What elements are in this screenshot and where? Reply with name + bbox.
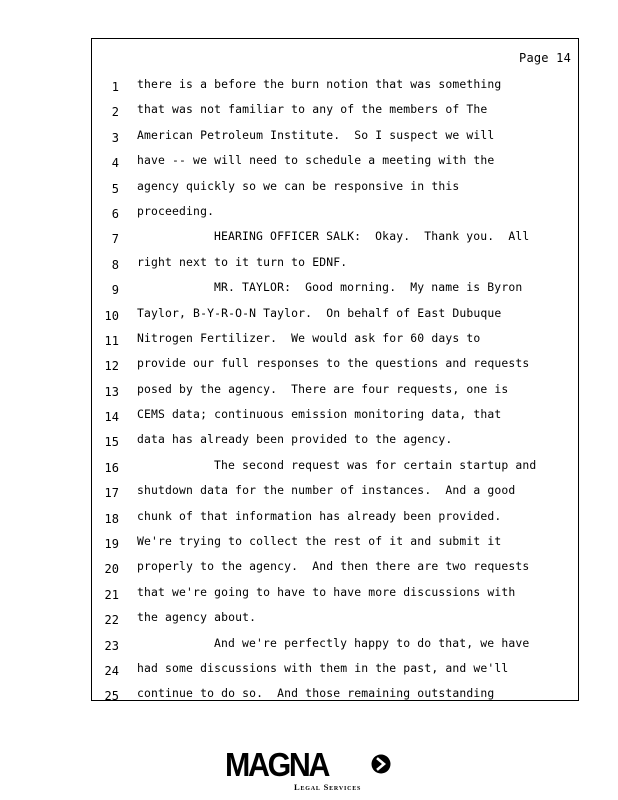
magna-logo: [225, 747, 395, 793]
line-text: chunk of that information has already been provided.: [137, 508, 502, 523]
line-number: 1: [111, 80, 119, 94]
line-text: We're trying to collect the rest of it and submit it: [137, 534, 502, 549]
line-number: 17: [104, 486, 119, 501]
line-text: there is a before the burn notion that was something: [137, 77, 502, 91]
line-number: 24: [104, 663, 119, 678]
line-number: 4: [111, 156, 119, 171]
line-number: 3: [111, 130, 119, 145]
line-text: that was not familiar to any of the members of The: [137, 102, 488, 117]
line-number: 5: [111, 181, 119, 196]
line-text: had some discussions with them in the past, and we'll: [137, 660, 509, 675]
line-number: 19: [104, 537, 119, 552]
transcript-line: [92, 686, 578, 714]
line-text: HEARING OFFICER SALK: Okay. Thank you. All: [214, 229, 530, 244]
line-number: 21: [104, 587, 119, 602]
line-number: 13: [104, 384, 119, 399]
line-text: properly to the agency. And then there are two requests: [137, 559, 530, 574]
line-number: 7: [111, 232, 119, 247]
line-number: 14: [104, 410, 119, 425]
line-text: Nitrogen Fertilizer. We would ask for 60 days to: [137, 330, 481, 345]
line-number: 8: [111, 257, 119, 272]
page-number: Page 14: [519, 51, 571, 65]
line-number: 22: [104, 613, 119, 628]
line-text: have -- we will need to schedule a meeting with the: [137, 153, 495, 168]
line-number: 9: [111, 283, 119, 298]
line-text: Taylor, B-Y-R-O-N Taylor. On behalf of East Dubuque: [137, 305, 502, 320]
transcript-lines: [92, 77, 578, 715]
line-number: 25: [104, 689, 119, 704]
line-number: 23: [104, 638, 119, 653]
line-text: agency quickly so we can be responsive in this: [137, 178, 460, 193]
line-number: 18: [104, 511, 119, 526]
line-number: 10: [104, 308, 119, 323]
transcript-page: [91, 38, 579, 704]
line-text: proceeding.: [137, 203, 215, 218]
line-text: And we're perfectly happy to do that, we have: [214, 635, 530, 650]
line-text: continue to do so. And those remaining outstanding: [137, 686, 495, 701]
line-number: 15: [104, 435, 119, 450]
logo-wordmark: MAGNA: [225, 746, 329, 783]
line-text: American Petroleum Institute. So I suspect we will: [137, 127, 495, 142]
line-text: that we're going to have to have more discussions with: [137, 584, 516, 599]
line-text: provide our full responses to the questions and requests: [137, 356, 530, 371]
line-text: The second request was for certain startup and: [214, 457, 537, 472]
line-number: 12: [104, 359, 119, 374]
line-text: data has already been provided to the agency.: [137, 432, 453, 447]
line-number: 11: [104, 333, 119, 348]
line-number: 20: [104, 562, 119, 577]
line-text: CEMS data; continuous emission monitoring data, that: [137, 407, 502, 422]
line-text: posed by the agency. There are four requests, one is: [137, 381, 509, 396]
line-text: the agency about.: [137, 610, 257, 625]
line-number: 6: [111, 206, 119, 221]
right-arrow-circle-icon: [371, 754, 391, 774]
line-text: right next to it turn to EDNF.: [137, 254, 348, 269]
line-text: MR. TAYLOR: Good morning. My name is Byron: [214, 280, 523, 295]
line-number: 16: [104, 460, 119, 475]
line-number: 2: [111, 105, 119, 120]
line-text: shutdown data for the number of instances. And a good: [137, 483, 516, 498]
logo-subtitle: Legal Services: [294, 782, 362, 792]
